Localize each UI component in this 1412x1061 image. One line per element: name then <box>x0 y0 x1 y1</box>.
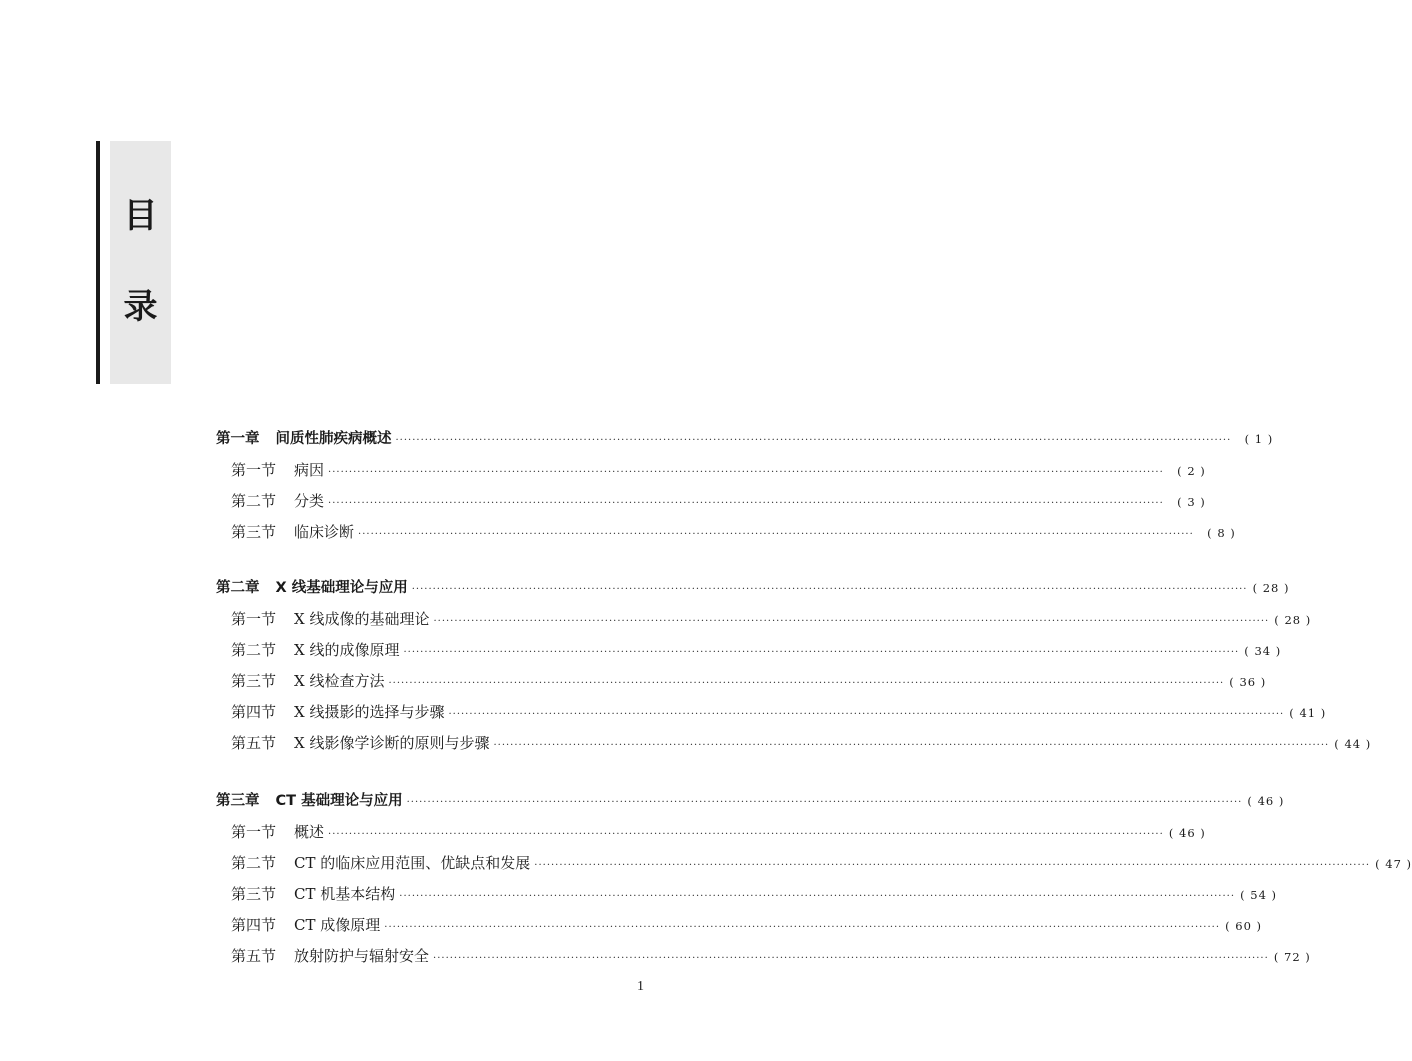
section-page-ref: ( 46 ) <box>1168 826 1206 840</box>
section-number: 第四节 <box>231 916 277 934</box>
section-page-ref: ( 36 ) <box>1229 675 1267 689</box>
dot-leader: ········································································································································································································ <box>399 891 1236 902</box>
dot-leader: ········································································································································································································ <box>328 829 1164 840</box>
chapter-number: 第一章 <box>216 431 260 447</box>
section-entry[interactable] <box>231 702 1327 725</box>
section-number: 第二节 <box>231 854 277 872</box>
section-entry[interactable] <box>231 491 1206 514</box>
section-number: 第二节 <box>231 492 277 510</box>
toc-heading-panel <box>110 141 171 384</box>
section-entry[interactable] <box>231 884 1278 907</box>
dot-leader: ········································································································································································································ <box>395 435 1232 446</box>
page-number: 1 <box>637 979 644 994</box>
heading-accent-bar <box>96 141 100 384</box>
dot-leader: ········································································································································································································ <box>358 529 1194 540</box>
section-number: 第五节 <box>231 734 277 752</box>
dot-leader: ········································································································································································································ <box>493 740 1330 751</box>
dot-leader: ········································································································································································································ <box>448 709 1285 720</box>
section-page-ref: ( 44 ) <box>1334 737 1372 751</box>
section-page-ref: ( 72 ) <box>1273 950 1311 964</box>
section-number: 第一节 <box>231 610 277 628</box>
section-page-ref: ( 60 ) <box>1225 919 1263 933</box>
section-title: 病因 <box>294 461 325 479</box>
chapter-page-ref: ( 28 ) <box>1252 581 1290 595</box>
chapter-entry[interactable] <box>216 578 1290 600</box>
toc-heading-char-2: 录 <box>123 287 158 327</box>
chapter-entry[interactable] <box>216 429 1274 451</box>
section-title: CT 成像原理 <box>294 916 381 934</box>
section-page-ref: ( 8 ) <box>1207 526 1236 540</box>
section-page-ref: ( 41 ) <box>1289 706 1327 720</box>
dot-leader: ········································································································································································································ <box>534 860 1371 871</box>
section-number: 第一节 <box>231 823 277 841</box>
dot-leader: ········································································································································································································ <box>411 584 1248 595</box>
section-title: 放射防护与辐射安全 <box>294 947 430 965</box>
section-number: 第五节 <box>231 947 277 965</box>
chapter-page-ref: ( 46 ) <box>1247 794 1285 808</box>
section-number: 第三节 <box>231 523 277 541</box>
dot-leader: ········································································································································································································ <box>433 616 1270 627</box>
section-page-ref: ( 47 ) <box>1375 857 1412 871</box>
section-number: 第一节 <box>231 461 277 479</box>
section-title: X 线成像的基础理论 <box>294 610 430 628</box>
section-page-ref: ( 34 ) <box>1244 644 1282 658</box>
chapter-title: CT 基础理论与应用 <box>275 793 403 809</box>
section-page-ref: ( 54 ) <box>1240 888 1278 902</box>
section-entry[interactable] <box>231 946 1311 969</box>
dot-leader: ········································································································································································································ <box>406 797 1243 808</box>
section-title: 概述 <box>294 823 325 841</box>
section-number: 第四节 <box>231 703 277 721</box>
section-title: 临床诊断 <box>294 523 355 541</box>
dot-leader: ········································································································································································································ <box>328 467 1164 478</box>
dot-leader: ········································································································································································································ <box>328 498 1164 509</box>
section-entry[interactable] <box>231 522 1236 545</box>
section-page-ref: ( 2 ) <box>1177 464 1206 478</box>
chapter-title: 间质性肺疾病概述 <box>275 431 392 447</box>
section-title: X 线影像学诊断的原则与步骤 <box>294 734 490 752</box>
section-title: CT 的临床应用范围、优缺点和发展 <box>294 854 531 872</box>
chapter-entry[interactable] <box>216 791 1285 813</box>
dot-leader: ········································································································································································································ <box>433 953 1269 964</box>
section-page-ref: ( 28 ) <box>1274 613 1312 627</box>
toc-heading-char-1: 目 <box>123 196 158 236</box>
section-entry[interactable] <box>231 460 1206 483</box>
dot-leader: ········································································································································································································ <box>384 922 1221 933</box>
section-title: X 线摄影的选择与步骤 <box>294 703 445 721</box>
chapter-title: X 线基础理论与应用 <box>275 580 408 596</box>
section-title: CT 机基本结构 <box>294 885 396 903</box>
section-entry[interactable] <box>231 915 1263 938</box>
section-entry[interactable] <box>231 822 1206 845</box>
section-number: 第二节 <box>231 641 277 659</box>
section-entry[interactable] <box>231 609 1312 632</box>
chapter-page-ref: ( 1 ) <box>1244 432 1274 446</box>
dot-leader: ········································································································································································································ <box>403 647 1240 658</box>
section-title: X 线的成像原理 <box>294 641 400 659</box>
dot-leader: ········································································································································································································ <box>388 678 1225 689</box>
section-entry[interactable] <box>231 671 1267 694</box>
section-title: X 线检查方法 <box>294 672 385 690</box>
section-entry[interactable] <box>231 640 1282 663</box>
section-number: 第三节 <box>231 885 277 903</box>
chapter-number: 第二章 <box>216 580 260 596</box>
section-title: 分类 <box>294 492 325 510</box>
section-page-ref: ( 3 ) <box>1177 495 1206 509</box>
section-entry[interactable] <box>231 853 1412 876</box>
section-entry[interactable] <box>231 733 1372 756</box>
section-number: 第三节 <box>231 672 277 690</box>
chapter-number: 第三章 <box>216 793 260 809</box>
